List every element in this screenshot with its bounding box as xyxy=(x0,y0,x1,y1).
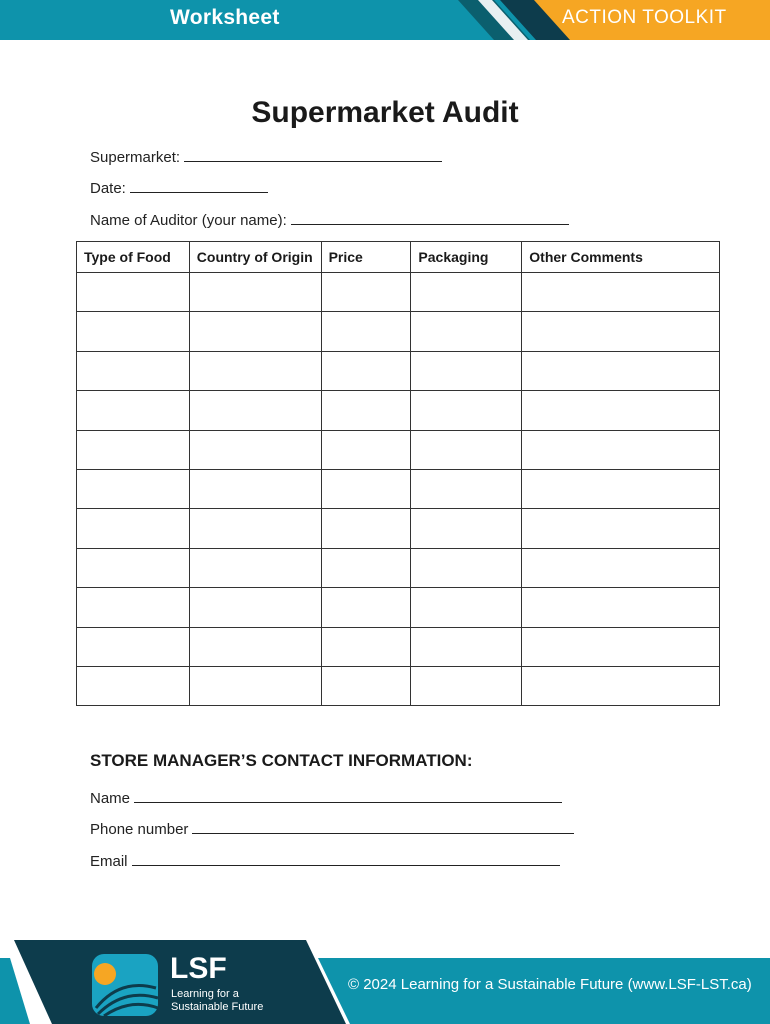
manager-phone-label: Phone number xyxy=(90,821,189,838)
table-cell[interactable] xyxy=(77,666,190,705)
manager-name-line[interactable] xyxy=(134,788,562,803)
table-cell[interactable] xyxy=(77,509,190,548)
table-cell[interactable] xyxy=(522,391,720,430)
table-cell[interactable] xyxy=(411,273,522,312)
table-cell[interactable] xyxy=(522,312,720,351)
manager-email-line[interactable] xyxy=(132,851,560,866)
table-row xyxy=(77,351,720,390)
supermarket-line[interactable] xyxy=(184,147,442,162)
table-cell[interactable] xyxy=(411,430,522,469)
lsf-logo-icon xyxy=(92,954,158,1016)
table-cell[interactable] xyxy=(411,351,522,390)
table-cell[interactable] xyxy=(189,351,321,390)
table-cell[interactable] xyxy=(77,548,190,587)
contact-heading: STORE MANAGER’S CONTACT INFORMATION: xyxy=(90,751,473,770)
auditor-field[interactable] xyxy=(90,210,569,229)
action-toolkit-label: ACTION TOOLKIT xyxy=(562,7,727,28)
supermarket-field[interactable] xyxy=(90,147,442,166)
table-cell[interactable] xyxy=(189,627,321,666)
table-row xyxy=(77,509,720,548)
table-cell[interactable] xyxy=(77,351,190,390)
table-cell[interactable] xyxy=(189,312,321,351)
auditor-label: Name of Auditor (your name): xyxy=(90,212,287,229)
table-header-row xyxy=(77,242,720,273)
table-row xyxy=(77,469,720,508)
table-cell[interactable] xyxy=(411,548,522,587)
table-cell[interactable] xyxy=(77,430,190,469)
table-row xyxy=(77,588,720,627)
column-header-country-of-origin: Country of Origin xyxy=(189,242,321,273)
manager-email-label: Email xyxy=(90,853,128,870)
supermarket-label: Supermarket: xyxy=(90,149,181,166)
table-cell[interactable] xyxy=(77,588,190,627)
table-cell[interactable] xyxy=(411,627,522,666)
table-cell[interactable] xyxy=(77,627,190,666)
manager-phone-field[interactable] xyxy=(90,819,574,838)
table-cell[interactable] xyxy=(411,509,522,548)
table-cell[interactable] xyxy=(321,391,411,430)
lsf-tagline-line-1: Learning for a xyxy=(171,988,239,1000)
table-cell[interactable] xyxy=(321,351,411,390)
auditor-line[interactable] xyxy=(291,210,569,225)
column-header-packaging: Packaging xyxy=(411,242,522,273)
table-cell[interactable] xyxy=(189,509,321,548)
table-row xyxy=(77,666,720,705)
manager-phone-line[interactable] xyxy=(192,819,574,834)
table-cell[interactable] xyxy=(321,666,411,705)
table-cell[interactable] xyxy=(321,627,411,666)
table-cell[interactable] xyxy=(522,588,720,627)
lsf-tagline-line-2: Sustainable Future xyxy=(171,1001,264,1013)
table-cell[interactable] xyxy=(411,391,522,430)
manager-email-field[interactable] xyxy=(90,851,560,870)
column-header-other-comments: Other Comments xyxy=(522,242,720,273)
copyright-text: © 2024 Learning for a Sustainable Future (www.LSF-LST.ca) xyxy=(348,976,752,993)
table-cell[interactable] xyxy=(522,666,720,705)
table-cell[interactable] xyxy=(77,391,190,430)
table-cell[interactable] xyxy=(189,391,321,430)
table-cell[interactable] xyxy=(321,548,411,587)
audit-table-body xyxy=(77,273,720,706)
table-cell[interactable] xyxy=(189,273,321,312)
table-cell[interactable] xyxy=(77,273,190,312)
table-cell[interactable] xyxy=(321,430,411,469)
table-row xyxy=(77,548,720,587)
table-cell[interactable] xyxy=(522,469,720,508)
column-header-price: Price xyxy=(321,242,411,273)
lsf-tagline xyxy=(171,988,263,1014)
table-cell[interactable] xyxy=(189,469,321,508)
table-cell[interactable] xyxy=(189,548,321,587)
lsf-logo-text: LSF xyxy=(170,952,227,985)
date-line[interactable] xyxy=(130,178,268,193)
table-cell[interactable] xyxy=(522,627,720,666)
table-row xyxy=(77,627,720,666)
table-cell[interactable] xyxy=(189,588,321,627)
table-cell[interactable] xyxy=(321,509,411,548)
table-cell[interactable] xyxy=(321,273,411,312)
table-cell[interactable] xyxy=(411,666,522,705)
table-row xyxy=(77,312,720,351)
page-title: Supermarket Audit xyxy=(251,96,519,129)
table-cell[interactable] xyxy=(522,548,720,587)
date-label: Date: xyxy=(90,180,126,197)
table-cell[interactable] xyxy=(77,469,190,508)
table-cell[interactable] xyxy=(522,273,720,312)
table-cell[interactable] xyxy=(189,666,321,705)
table-row xyxy=(77,273,720,312)
date-field[interactable] xyxy=(90,178,268,197)
table-row xyxy=(77,391,720,430)
table-cell[interactable] xyxy=(77,312,190,351)
table-row xyxy=(77,430,720,469)
table-cell[interactable] xyxy=(411,469,522,508)
table-cell[interactable] xyxy=(411,312,522,351)
audit-table xyxy=(76,241,720,706)
table-cell[interactable] xyxy=(522,351,720,390)
column-header-type-of-food: Type of Food xyxy=(77,242,190,273)
manager-name-field[interactable] xyxy=(90,788,562,807)
table-cell[interactable] xyxy=(189,430,321,469)
table-cell[interactable] xyxy=(522,430,720,469)
table-cell[interactable] xyxy=(321,312,411,351)
table-cell[interactable] xyxy=(321,588,411,627)
table-cell[interactable] xyxy=(522,509,720,548)
table-cell[interactable] xyxy=(411,588,522,627)
worksheet-label: Worksheet xyxy=(170,6,280,29)
table-cell[interactable] xyxy=(321,469,411,508)
manager-name-label: Name xyxy=(90,790,131,807)
